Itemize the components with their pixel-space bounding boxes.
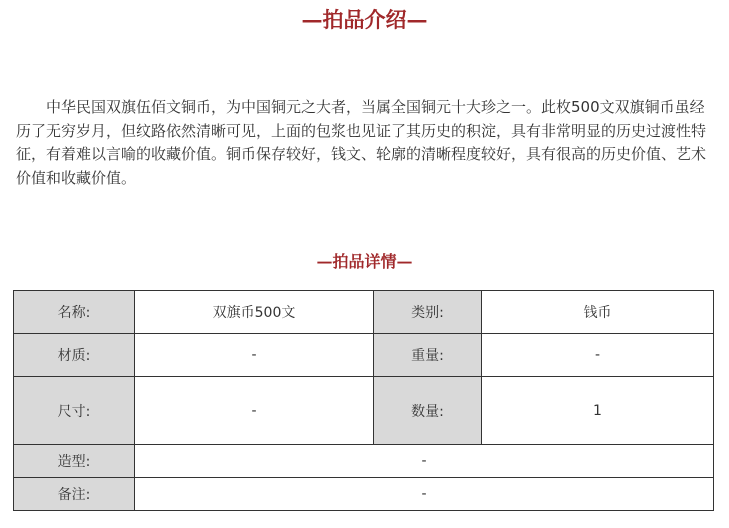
remarks-label: 备注: (14, 478, 135, 511)
details-table (13, 290, 714, 511)
quantity-label: 数量: (374, 377, 482, 445)
shape-value: - (135, 445, 714, 478)
category-label: 类别: (374, 291, 482, 334)
table-row (14, 445, 714, 478)
remarks-value: - (135, 478, 714, 511)
material-label: 材质: (14, 334, 135, 377)
intro-description: 中华民国双旗伍佰文铜币，为中国铜元之大者，当属全国铜元十大珍之一。此枚500文双旗铜币虽经历了无穷岁月，但纹路依然清晰可见，上面的包浆也见证了其历史的积淀，具有非常明显的历史过渡性特征，有着难以言喻的收藏价值。铜币保存较好，钱文、轮廓的清晰程度较好，具有很高的历史价值、艺术价值和收藏价值。 (16, 98, 707, 187)
name-value: 双旗币500文 (135, 291, 374, 334)
size-value: - (135, 377, 374, 445)
size-label: 尺寸: (14, 377, 135, 445)
material-value: - (135, 334, 374, 377)
quantity-value: 1 (482, 377, 714, 445)
category-value: 钱币 (482, 291, 714, 334)
table-row (14, 478, 714, 511)
weight-label: 重量: (374, 334, 482, 377)
table-row (14, 291, 714, 334)
weight-value: - (482, 334, 714, 377)
name-label: 名称: (14, 291, 135, 334)
shape-label: 造型: (14, 445, 135, 478)
intro-section-title: —拍品介绍— (301, 7, 428, 32)
table-row (14, 377, 714, 445)
table-row (14, 334, 714, 377)
details-section-title: —拍品详情— (316, 252, 413, 271)
